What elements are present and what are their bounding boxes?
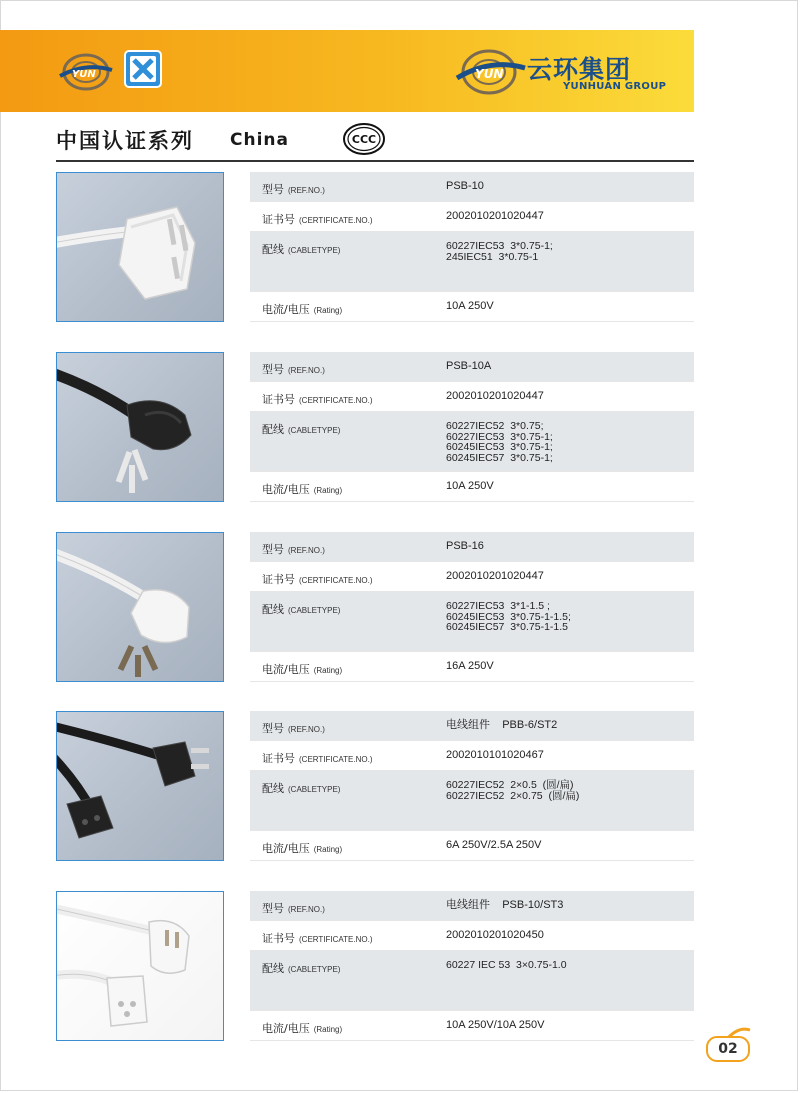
label-cabletype: 配线	[262, 962, 284, 975]
label-certificate: 证书号	[262, 752, 295, 765]
label-cabletype-en: (CABLETYPE)	[288, 606, 341, 615]
yun-logo-icon	[56, 52, 116, 92]
row-cabletype	[250, 592, 694, 652]
label-rating: 电流/电压	[262, 1022, 310, 1035]
value-rating: 6A 250V/2.5A 250V	[446, 839, 542, 851]
product-photo	[56, 172, 224, 322]
label-certificate: 证书号	[262, 573, 295, 586]
product-card	[56, 352, 694, 504]
product-photo	[56, 711, 224, 861]
label-certificate-en: (CERTIFICATE.NO.)	[299, 935, 373, 944]
value-cabletype: 60227IEC52 2×0.5 (圆/扁) 60227IEC52 2×0.75 (圆/扁)	[446, 779, 580, 802]
spec-table	[250, 172, 694, 322]
product-photo	[56, 352, 224, 502]
value-certificate: 2002010201020447	[446, 210, 544, 222]
value-ref: 电线组件 PBB-6/ST2	[446, 719, 558, 731]
product-photo	[56, 532, 224, 682]
row-cabletype	[250, 771, 694, 831]
label-rating: 电流/电压	[262, 483, 310, 496]
row-ref	[250, 711, 694, 741]
brand-lockup	[455, 44, 685, 102]
label-ref: 型号	[262, 543, 284, 556]
page-number-badge	[706, 1026, 752, 1066]
label-ref-en: (REF.NO.)	[288, 725, 325, 734]
value-certificate: 2002010201020447	[446, 570, 544, 582]
row-certificate	[250, 562, 694, 592]
x-emblem-icon	[124, 50, 162, 88]
row-certificate	[250, 921, 694, 951]
row-ref	[250, 172, 694, 202]
row-rating	[250, 652, 694, 682]
label-rating-en: (Rating)	[313, 666, 343, 675]
label-cabletype-en: (CABLETYPE)	[288, 246, 341, 255]
title-divider	[56, 160, 694, 162]
label-rating: 电流/电压	[262, 663, 310, 676]
label-ref-en: (REF.NO.)	[288, 186, 325, 195]
value-certificate: 2002010101020467	[446, 749, 544, 761]
black-angled-3pin-plug-icon	[57, 353, 224, 502]
value-rating: 10A 250V	[446, 480, 494, 492]
header-band	[0, 30, 694, 112]
section-title-cn: 中国认证系列	[56, 129, 194, 153]
value-ref: 电线组件 PSB-10/ST3	[446, 899, 564, 911]
row-ref	[250, 891, 694, 921]
yunhuan-globe-logo-icon	[455, 46, 527, 98]
label-certificate: 证书号	[262, 213, 295, 226]
label-rating-en: (Rating)	[313, 306, 343, 315]
value-ref: PSB-10	[446, 180, 484, 192]
product-card	[56, 711, 694, 863]
row-certificate	[250, 741, 694, 771]
spec-table	[250, 532, 694, 682]
brand-name-en: YUNHUAN GROUP	[563, 81, 667, 92]
label-ref-en: (REF.NO.)	[288, 546, 325, 555]
label-certificate-en: (CERTIFICATE.NO.)	[299, 576, 373, 585]
label-ref: 型号	[262, 722, 284, 735]
value-cabletype: 60227IEC53 3*1-1.5 ; 60245IEC53 3*0.75-1-1.5; 60245IEC57 3*0.75-1-1.5	[446, 600, 571, 633]
value-cabletype: 60227IEC53 3*0.75-1; 245IEC51 3*0.75-1	[446, 240, 553, 263]
row-rating	[250, 472, 694, 502]
product-photo	[56, 891, 224, 1041]
row-cabletype	[250, 412, 694, 472]
row-ref	[250, 532, 694, 562]
black-2pin-cord-set-icon	[57, 712, 224, 861]
label-certificate-en: (CERTIFICATE.NO.)	[299, 396, 373, 405]
svg-text:YUN: YUN	[72, 69, 96, 80]
label-ref: 型号	[262, 363, 284, 376]
section-title-en: China	[230, 130, 289, 150]
label-certificate: 证书号	[262, 932, 295, 945]
value-ref: PSB-16	[446, 540, 484, 552]
svg-text:YUN: YUN	[475, 67, 504, 81]
product-card	[56, 891, 694, 1043]
value-certificate: 2002010201020447	[446, 390, 544, 402]
page-number: 02	[706, 1036, 750, 1062]
spec-table	[250, 352, 694, 502]
label-rating-en: (Rating)	[313, 486, 343, 495]
label-cabletype-en: (CABLETYPE)	[288, 785, 341, 794]
row-ref	[250, 352, 694, 382]
value-certificate: 2002010201020450	[446, 929, 544, 941]
row-rating	[250, 1011, 694, 1041]
label-rating-en: (Rating)	[313, 845, 343, 854]
spec-table	[250, 711, 694, 861]
white-flat-3pin-plug-icon	[57, 173, 224, 322]
label-ref: 型号	[262, 902, 284, 915]
label-ref-en: (REF.NO.)	[288, 366, 325, 375]
white-3pin-cord-set-icon	[57, 892, 224, 1041]
value-rating: 10A 250V	[446, 300, 494, 312]
label-rating: 电流/电压	[262, 303, 310, 316]
label-cabletype: 配线	[262, 603, 284, 616]
row-certificate	[250, 202, 694, 232]
value-rating: 16A 250V	[446, 660, 494, 672]
row-certificate	[250, 382, 694, 412]
label-certificate-en: (CERTIFICATE.NO.)	[299, 216, 373, 225]
value-cabletype: 60227IEC52 3*0.75; 60227IEC53 3*0.75-1; 60245IEC53 3*0.75-1; 60245IEC57 3*0.75-1;	[446, 420, 553, 464]
brand-name-cn: 云环集团	[527, 55, 632, 84]
label-rating-en: (Rating)	[313, 1025, 343, 1034]
label-cabletype: 配线	[262, 243, 284, 256]
svg-text:CCC: CCC	[351, 133, 377, 146]
ccc-certification-mark-icon	[342, 122, 386, 156]
row-cabletype	[250, 951, 694, 1011]
label-certificate: 证书号	[262, 393, 295, 406]
label-cabletype-en: (CABLETYPE)	[288, 965, 341, 974]
row-rating	[250, 831, 694, 861]
label-cabletype-en: (CABLETYPE)	[288, 426, 341, 435]
white-angled-3pin-plug-icon	[57, 533, 224, 682]
product-card	[56, 532, 694, 684]
value-ref: PSB-10A	[446, 360, 492, 372]
label-ref-en: (REF.NO.)	[288, 905, 325, 914]
spec-table	[250, 891, 694, 1041]
label-cabletype: 配线	[262, 782, 284, 795]
label-certificate-en: (CERTIFICATE.NO.)	[299, 755, 373, 764]
label-cabletype: 配线	[262, 423, 284, 436]
value-cabletype: 60227 IEC 53 3×0.75-1.0	[446, 959, 567, 971]
value-rating: 10A 250V/10A 250V	[446, 1019, 545, 1031]
row-cabletype	[250, 232, 694, 292]
label-ref: 型号	[262, 183, 284, 196]
label-rating: 电流/电压	[262, 842, 310, 855]
row-rating	[250, 292, 694, 322]
product-card	[56, 172, 694, 324]
